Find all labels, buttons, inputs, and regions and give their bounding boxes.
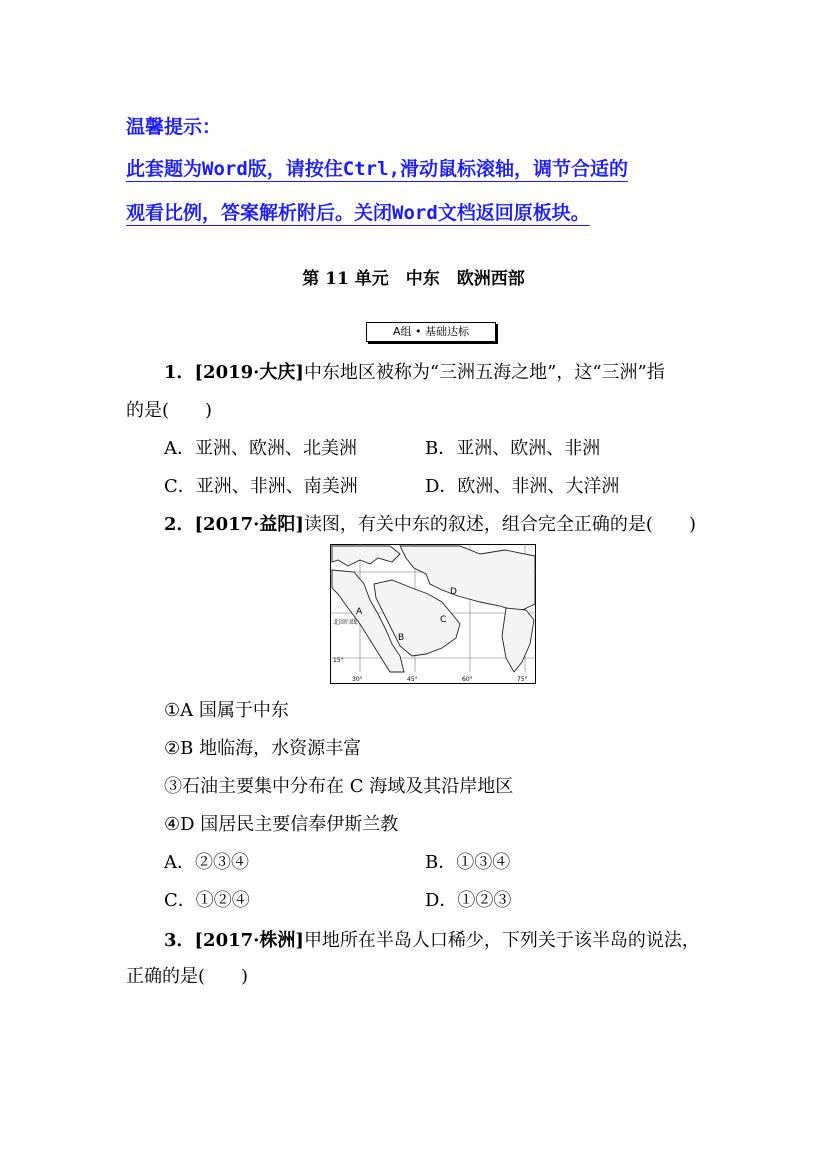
q1-number: 1． — [164, 362, 195, 383]
q2-stem — [164, 510, 696, 536]
map-label-a: A — [356, 607, 363, 617]
tip-line-1: 此套题为Word版，请按住Ctrl,滑动鼠标滚轴，调节合适的 — [126, 158, 628, 180]
map-label-d: D — [450, 587, 457, 597]
q2-statement-4: ④D 国居民主要信奉伊斯兰教 — [164, 814, 399, 835]
unit-title: 第 11 单元 中东 欧洲西部 — [302, 269, 525, 289]
map-lat-label: 15° — [333, 657, 344, 664]
q3-stem-line1 — [164, 926, 700, 952]
q3-stem-line2: 正确的是( ) — [126, 966, 249, 987]
q3-text: 甲地所在半岛人口稀少，下列关于该半岛的说法， — [303, 930, 700, 951]
tip-title: 温馨提示： — [126, 116, 222, 138]
q3-number: 3． — [164, 930, 195, 951]
q2-source: [2017·益阳] — [194, 514, 304, 535]
q2-option-a[interactable]: A．②③④ — [164, 852, 249, 873]
q2-option-d[interactable]: D．①②③ — [425, 890, 512, 911]
q1-option-a[interactable]: A．亚洲、欧洲、北美洲 — [164, 438, 357, 459]
q1-stem-line1 — [164, 358, 665, 384]
middle-east-map — [330, 544, 536, 684]
tip-line-2: 观看比例，答案解析附后。关闭Word文档返回原板块。 — [126, 202, 590, 224]
q2-statement-1: ①A 国属于中东 — [164, 700, 289, 721]
q2-number: 2． — [164, 514, 195, 535]
q2-statement-2: ②B 地临海，水资源丰富 — [164, 738, 362, 759]
q1-text: 中东地区被称为“三洲五海之地”，这“三洲”指 — [303, 362, 665, 383]
map-label-b: B — [398, 633, 405, 643]
map-lon-label-75: 75° — [517, 676, 528, 683]
map-lon-label-30: 30° — [352, 676, 363, 683]
q1-option-b[interactable]: B．亚洲、欧洲、非洲 — [425, 438, 601, 459]
group-badge: A组 • 基础达标 — [366, 322, 496, 342]
map-lon-label-45: 45° — [407, 676, 418, 683]
q1-stem-line2: 的是( ) — [126, 400, 213, 421]
q1-source: [2019·大庆] — [194, 362, 304, 383]
q1-option-c[interactable]: C．亚洲、非洲、南美洲 — [164, 476, 358, 497]
map-label-c: C — [440, 615, 447, 625]
q2-statement-3: ③石油主要集中分布在 C 海域及其沿岸地区 — [164, 776, 514, 797]
q2-option-c[interactable]: C．①②④ — [164, 890, 250, 911]
q1-option-d[interactable]: D．欧洲、非洲、大洋洲 — [425, 476, 620, 497]
map-lon-label-60: 60° — [462, 676, 473, 683]
map-tropic-label: 北回归线 — [333, 619, 358, 626]
q3-source: [2017·株洲] — [194, 930, 304, 951]
q2-option-b[interactable]: B．①③④ — [425, 852, 511, 873]
q2-text: 读图，有关中东的叙述，组合完全正确的是( ) — [303, 514, 696, 535]
